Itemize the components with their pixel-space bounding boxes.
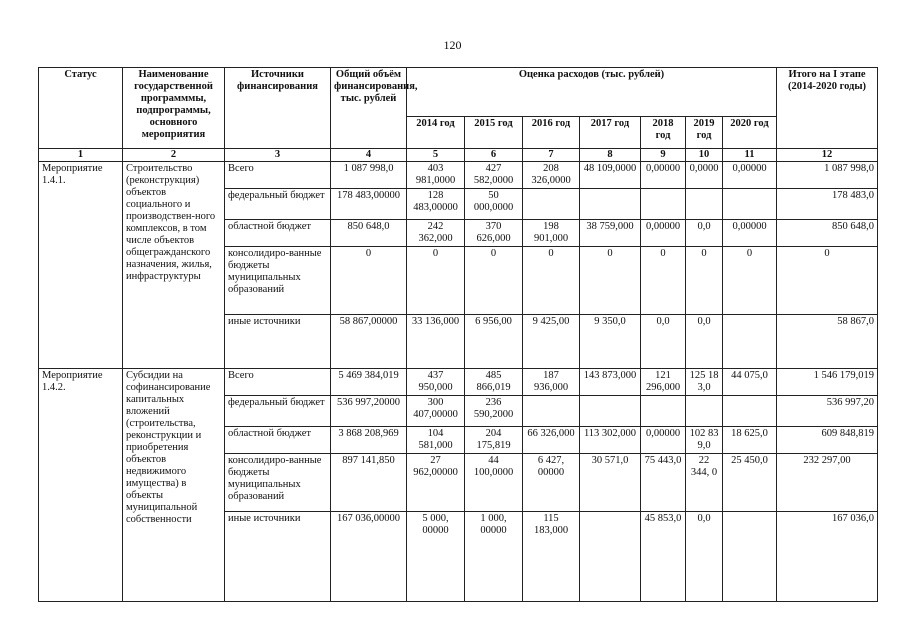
stage-total-cell: 0 — [777, 247, 878, 315]
year-cell: 0 — [580, 247, 641, 315]
year-cell: 208 326,0000 — [523, 162, 580, 189]
year-cell: 0 — [465, 247, 523, 315]
year-cell — [641, 396, 686, 427]
header-name: Наименование государственной программмы, подпрограммы, основного мероприятия — [123, 68, 225, 149]
year-cell: 115 183,000 — [523, 512, 580, 602]
year-cell: 102 83 9,0 — [686, 427, 723, 454]
page-number: 120 — [443, 38, 462, 52]
header-estimate: Оценка расходов (тыс. рублей) — [407, 68, 777, 117]
year-cell: 1 000, 00000 — [465, 512, 523, 602]
header-year: 2017 год — [580, 117, 641, 149]
stage-total-cell: 536 997,20 — [777, 396, 878, 427]
column-number: 3 — [225, 149, 331, 162]
year-cell: 66 326,000 — [523, 427, 580, 454]
year-cell: 25 450,0 — [723, 454, 777, 512]
source-cell: федеральный бюджет — [225, 396, 331, 427]
year-cell: 300 407,00000 — [407, 396, 465, 427]
year-cell: 370 626,000 — [465, 220, 523, 247]
header-year: 2019 год — [686, 117, 723, 149]
year-cell: 0 — [407, 247, 465, 315]
year-cell: 0 — [641, 247, 686, 315]
year-cell: 18 625,0 — [723, 427, 777, 454]
year-cell: 33 136,000 — [407, 315, 465, 369]
header-year: 2014 год — [407, 117, 465, 149]
source-cell: областной бюджет — [225, 427, 331, 454]
total-cell: 178 483,00000 — [331, 189, 407, 220]
total-cell: 0 — [331, 247, 407, 315]
stage-total-cell: 167 036,0 — [777, 512, 878, 602]
source-cell: Всего — [225, 162, 331, 189]
year-cell — [686, 189, 723, 220]
year-cell: 5 000, 00000 — [407, 512, 465, 602]
year-cell: 44 075,0 — [723, 369, 777, 396]
year-cell: 27 962,00000 — [407, 454, 465, 512]
year-cell — [723, 189, 777, 220]
total-cell: 897 141,850 — [331, 454, 407, 512]
year-cell: 0 — [686, 247, 723, 315]
year-cell: 38 759,000 — [580, 220, 641, 247]
year-cell: 198 901,000 — [523, 220, 580, 247]
table-row — [39, 369, 878, 396]
total-cell: 3 868 208,969 — [331, 427, 407, 454]
year-cell — [580, 512, 641, 602]
source-cell: федеральный бюджет — [225, 189, 331, 220]
year-cell: 6 956,00 — [465, 315, 523, 369]
year-cell: 75 443,0 — [641, 454, 686, 512]
year-cell: 403 981,0000 — [407, 162, 465, 189]
header-year: 2015 год — [465, 117, 523, 149]
year-cell: 121 296,000 — [641, 369, 686, 396]
year-cell: 0,0 — [686, 512, 723, 602]
header-year: 2020 год — [723, 117, 777, 149]
year-cell: 485 866,019 — [465, 369, 523, 396]
stage-total-cell: 58 867,0 — [777, 315, 878, 369]
header-year: 2016 год — [523, 117, 580, 149]
header-sources: Источники финансирования — [225, 68, 331, 149]
year-cell: 104 581,000 — [407, 427, 465, 454]
year-cell: 0,00000 — [641, 162, 686, 189]
year-cell — [580, 189, 641, 220]
total-cell: 167 036,00000 — [331, 512, 407, 602]
year-cell: 187 936,000 — [523, 369, 580, 396]
year-cell — [723, 396, 777, 427]
year-cell: 0,0000 — [686, 162, 723, 189]
year-cell: 0,0 — [686, 220, 723, 247]
measure-name-cell: Субсидии на софинансирование капитальных вложений (строительства, реконструкции и приобретения объектов недвижимого имущества) в объекты муниципальной собственности — [123, 369, 225, 602]
source-cell: Всего — [225, 369, 331, 396]
year-cell: 437 950,000 — [407, 369, 465, 396]
source-cell: консолидиро-ванные бюджеты муниципальных образований — [225, 454, 331, 512]
year-cell — [641, 189, 686, 220]
year-cell: 0,0 — [641, 315, 686, 369]
year-cell — [580, 396, 641, 427]
stage-total-cell: 1 546 179,019 — [777, 369, 878, 396]
header-year: 2018 год — [641, 117, 686, 149]
year-cell: 204 175,819 — [465, 427, 523, 454]
source-cell: иные источники — [225, 315, 331, 369]
year-cell: 0,00000 — [641, 427, 686, 454]
expenditure-table — [38, 67, 878, 602]
measure-name-cell: Строительство (реконструкция) объектов социального и производствен-ного комплексов, в том числе объектов общегражданского назначения, жилья, инфраструктуры — [123, 162, 225, 369]
year-cell: 0,0 — [686, 315, 723, 369]
year-cell: 0 — [723, 247, 777, 315]
stage-total-cell: 1 087 998,0 — [777, 162, 878, 189]
source-cell: консолидиро-ванные бюджеты муниципальных образований — [225, 247, 331, 315]
year-cell: 22 344, 0 — [686, 454, 723, 512]
source-cell: областной бюджет — [225, 220, 331, 247]
year-cell: 113 302,000 — [580, 427, 641, 454]
year-cell: 125 18 3,0 — [686, 369, 723, 396]
header-total: Общий объём финансирования, тыс. рублей — [331, 68, 407, 149]
column-number: 4 — [331, 149, 407, 162]
total-cell: 58 867,00000 — [331, 315, 407, 369]
stage-total-cell: 609 848,819 — [777, 427, 878, 454]
year-cell: 0,00000 — [641, 220, 686, 247]
column-number: 8 — [580, 149, 641, 162]
year-cell — [523, 189, 580, 220]
column-number: 2 — [123, 149, 225, 162]
year-cell: 45 853,0 — [641, 512, 686, 602]
total-cell: 850 648,0 — [331, 220, 407, 247]
source-cell: иные источники — [225, 512, 331, 602]
total-cell: 1 087 998,0 — [331, 162, 407, 189]
year-cell: 9 350,0 — [580, 315, 641, 369]
year-cell: 0,00000 — [723, 162, 777, 189]
year-cell: 6 427, 00000 — [523, 454, 580, 512]
year-cell: 236 590,2000 — [465, 396, 523, 427]
column-number: 12 — [777, 149, 878, 162]
total-cell: 536 997,20000 — [331, 396, 407, 427]
stage-total-cell: 178 483,0 — [777, 189, 878, 220]
total-cell: 5 469 384,019 — [331, 369, 407, 396]
year-cell: 50 000,0000 — [465, 189, 523, 220]
year-cell: 242 362,000 — [407, 220, 465, 247]
column-number: 9 — [641, 149, 686, 162]
year-cell — [686, 396, 723, 427]
year-cell: 44 100,0000 — [465, 454, 523, 512]
header-status: Статус — [39, 68, 123, 149]
header-stage-total: Итого на I этапе (2014-2020 годы) — [777, 68, 878, 149]
year-cell — [723, 512, 777, 602]
year-cell: 9 425,00 — [523, 315, 580, 369]
table-row — [39, 162, 878, 189]
column-number: 7 — [523, 149, 580, 162]
year-cell: 48 109,0000 — [580, 162, 641, 189]
column-number: 1 — [39, 149, 123, 162]
year-cell — [723, 315, 777, 369]
column-number: 11 — [723, 149, 777, 162]
year-cell: 427 582,0000 — [465, 162, 523, 189]
year-cell: 30 571,0 — [580, 454, 641, 512]
year-cell: 0 — [523, 247, 580, 315]
year-cell: 143 873,000 — [580, 369, 641, 396]
column-number: 5 — [407, 149, 465, 162]
year-cell — [523, 396, 580, 427]
year-cell: 128 483,00000 — [407, 189, 465, 220]
stage-total-cell: 850 648,0 — [777, 220, 878, 247]
column-number: 10 — [686, 149, 723, 162]
status-cell: Мероприятие 1.4.1. — [39, 162, 123, 369]
status-cell: Мероприятие 1.4.2. — [39, 369, 123, 602]
column-number: 6 — [465, 149, 523, 162]
stage-total-cell: 232 297,00 — [777, 454, 878, 512]
year-cell: 0,00000 — [723, 220, 777, 247]
